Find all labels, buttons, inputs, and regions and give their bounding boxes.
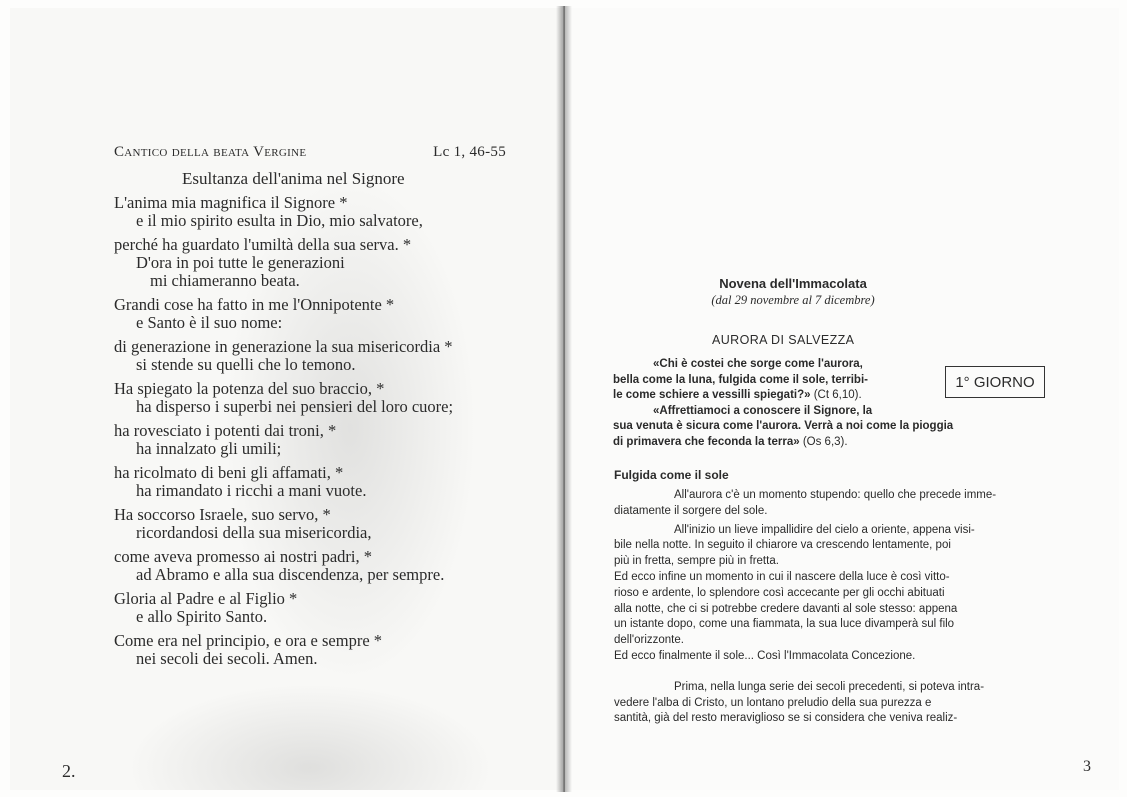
quote-line: «Chi è costei che sorge come l'aurora, (653, 358, 863, 370)
stanza (114, 422, 514, 458)
verse-line: e allo Spirito Santo. (136, 607, 268, 626)
quote-line: sua venuta è sicura come l'aurora. Verrà a noi come la pioggia (613, 420, 954, 432)
stanza (114, 464, 514, 500)
text-line: Ed ecco finalmente il sole... Così l'Immacolata Concezione. (614, 649, 916, 662)
verse-line: nei secoli dei secoli. Amen. (136, 649, 318, 668)
text-line: dell'orizzonte. (614, 634, 684, 647)
stanza (114, 236, 514, 290)
canticle-header (114, 144, 506, 161)
canticle-reference: Lc 1, 46-55 (433, 144, 506, 160)
verse-line: ad Abramo e alla sua discendenza, per sempre. (136, 565, 445, 584)
verse-line: ricordandosi della sua misericordia, (136, 523, 372, 542)
verse-line: si stende su quelli che lo temono. (136, 355, 356, 374)
stanza (114, 590, 514, 626)
verse-line: mi chiameranno beata. (150, 271, 300, 290)
verse-line: ha rimandato i ricchi a mani vuote. (136, 481, 367, 500)
paragraph-gap (614, 668, 1056, 680)
text-line: bile nella notte. In seguito il chiarore va crescendo lentamente, poi (614, 539, 951, 552)
canticle-subtitle: Esultanza dell'anima nel Signore (182, 169, 405, 188)
quote-line: di primavera che feconda la terra» (Os 6,3). (613, 435, 848, 448)
quote-line: bella come la luna, fulgida come il sole, terribi- (613, 373, 868, 386)
stanza (114, 338, 514, 374)
novena-dates: (dal 29 novembre al 7 dicembre) (711, 293, 875, 307)
verse-line: e il mio spirito esulta in Dio, mio salvatore, (136, 211, 423, 230)
text-line: Ed ecco infine un momento in cui il nascere della luce è così vitto- (614, 570, 950, 583)
section-title: AURORA DI SALVEZZA (712, 333, 855, 347)
stanza (114, 548, 514, 584)
stanza (114, 632, 514, 668)
verse-line: Gloria al Padre e al Figlio * (114, 589, 298, 608)
paragraph (614, 680, 1056, 727)
verse-line: D'ora in poi tutte le generazioni (136, 253, 345, 272)
paragraph (614, 488, 1056, 520)
novena-title: Novena dell'Immacolata (719, 276, 867, 291)
verse-line: Ha soccorso Israele, suo servo, * (114, 505, 331, 524)
verse-line: e Santo è il suo nome: (136, 313, 283, 332)
stanza (114, 380, 514, 416)
verse-line: di generazione in generazione la sua misericordia * (114, 337, 453, 356)
body-title: Fulgida come il sole (614, 468, 729, 482)
verse-line: ha ricolmato di beni gli affamati, * (114, 463, 344, 482)
canticle-text (114, 194, 514, 674)
page-number-right: 3 (1083, 758, 1091, 775)
text-line: rioso e ardente, lo splendore così accecante per gli occhi abituati (614, 586, 945, 599)
verse-line: Grandi cose ha fatto in me l'Onnipotente * (114, 295, 395, 314)
verse-line: ha innalzato gli umili; (136, 439, 282, 458)
text-line: un istante dopo, come una fiammata, la sua luce divamperà sul filo (614, 618, 955, 631)
verse-line: perché ha guardato l'umiltà della sua serva. * (114, 235, 412, 254)
verse-line: Come era nel principio, e ora e sempre * (114, 631, 383, 650)
quote-line: le come schiere a vessilli spiegati?» (Ct 6,10). (613, 389, 862, 401)
text-line: più in fretta, sempre più in fretta. (614, 555, 779, 568)
verse-line: come aveva promesso ai nostri padri, * (114, 547, 372, 566)
text-line: All'inizio un lieve impallidire del cielo a oriente, appena visi- (674, 523, 975, 536)
paragraph (614, 523, 1056, 665)
text-line: alla notte, che ci si potrebbe credere davanti al sole stesso: appena (614, 602, 958, 615)
book-gutter (556, 6, 572, 792)
canticle-title: Cantico della beata Vergine (114, 144, 307, 160)
stanza (114, 296, 514, 332)
stanza (114, 506, 514, 542)
verse-line: L'anima mia magnifica il Signore * (114, 193, 348, 212)
text-line: diatamente il sorgere del sole. (614, 504, 768, 517)
page-number-left: 2. (62, 761, 76, 781)
text-line: Prima, nella lunga serie dei secoli precedenti, si poteva intra- (674, 680, 985, 693)
text-line: All'aurora c'è un momento stupendo: quello che precede imme- (674, 489, 997, 501)
verse-line: ha rovesciato i potenti dai troni, * (114, 421, 337, 440)
verse-line: Ha spiegato la potenza del suo braccio, * (114, 379, 385, 398)
body-text (614, 488, 1056, 730)
stanza (114, 194, 514, 230)
text-line: vedere l'alba di Cristo, un lontano preludio della sua purezza e (614, 696, 932, 709)
day-label-box: 1° GIORNO (945, 366, 1045, 398)
text-line: santità, già del resto meraviglioso se si considera che veniva realiz- (614, 712, 958, 725)
verse-line: ha disperso i superbi nei pensieri del loro cuore; (136, 397, 454, 416)
quote-line: «Affrettiamoci a conoscere il Signore, la (653, 404, 873, 417)
